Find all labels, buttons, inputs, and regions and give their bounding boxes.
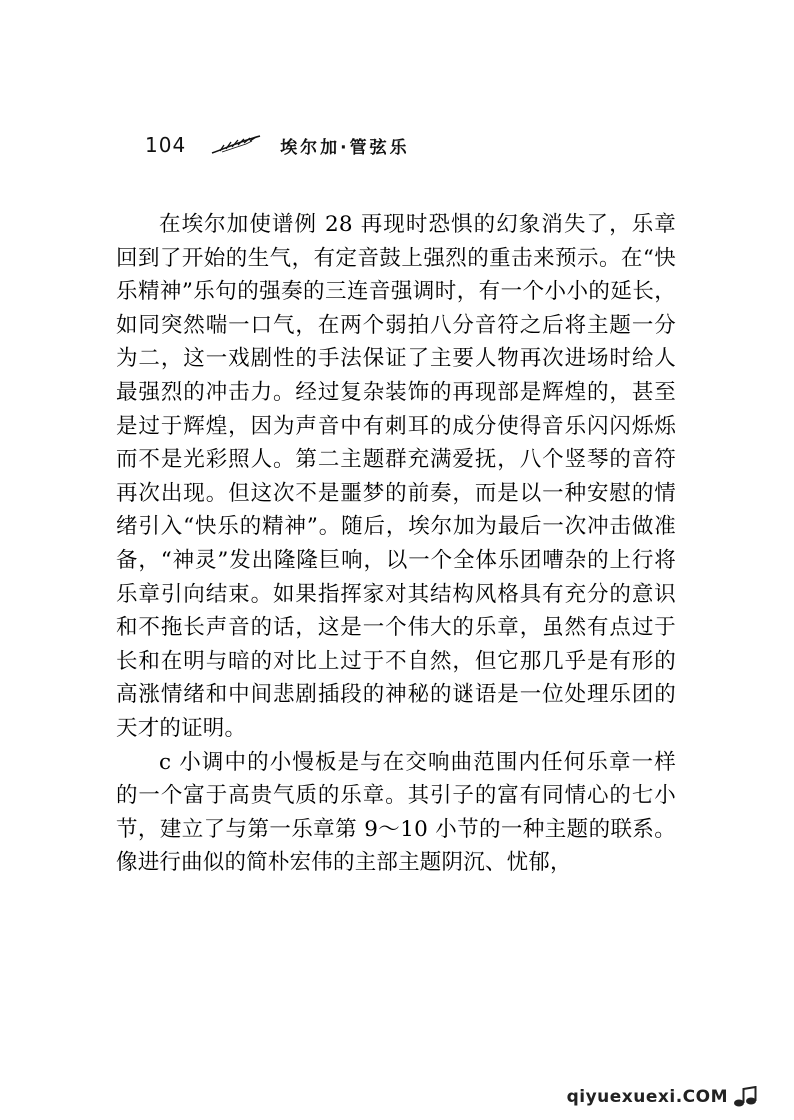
body-text	[116, 208, 676, 880]
watermark-text: qiyuexuexi.COM	[566, 1087, 728, 1107]
paragraph-1: 在埃尔加使谱例 28 再现时恐惧的幻象消失了，乐章回到了开始的生气，有定音鼓上强烈的重击来预示。在“快乐精神”乐句的强奏的三连音强调时，有一个小小的延长，如同突然喘一口气，在两个弱拍八分音符之后将主题一分为二，这一戏剧性的手法保证了主要人物再次进场时给人最强烈的冲击力。经过复杂装饰的再现部是辉煌的，甚至是过于辉煌，因为声音中有刺耳的成分使得音乐闪闪烁烁而不是光彩照人。第二主题群充满爱抚，八个竖琴的音符再次出现。但这次不是噩梦的前奏，而是以一种安慰的情绪引入“快乐的精神”。随后，埃尔加为最后一次冲击做准备，“神灵”发出隆隆巨响，以一个全体乐团嘈杂的上行将乐章引向结束。如果指挥家对其结构风格具有充分的意识和不拖长声音的话，这是一个伟大的乐章，虽然有点过于长和在明与暗的对比上过于不自然，但它那几乎是有形的高涨情绪和中间悲剧插段的神秘的谜语是一位处理乐团的天才的证明。	[116, 212, 676, 741]
page-header	[145, 128, 410, 162]
watermark	[567, 1086, 758, 1108]
paragraph-2: c 小调中的小慢板是与在交响曲范围内任何乐章一样的一个富于高贵气质的乐章。其引子的富有同情心的七小节，建立了与第一乐章第 9～10 小节的一种主题的联系。像进行曲似的简朴宏伟的主部主题阴沉、忧郁，	[116, 749, 676, 876]
feather-ornament-icon	[210, 133, 262, 157]
music-note-logo-icon	[732, 1086, 758, 1108]
running-title: 埃尔加·管弦乐	[280, 137, 410, 158]
page-number: 104	[145, 133, 187, 157]
